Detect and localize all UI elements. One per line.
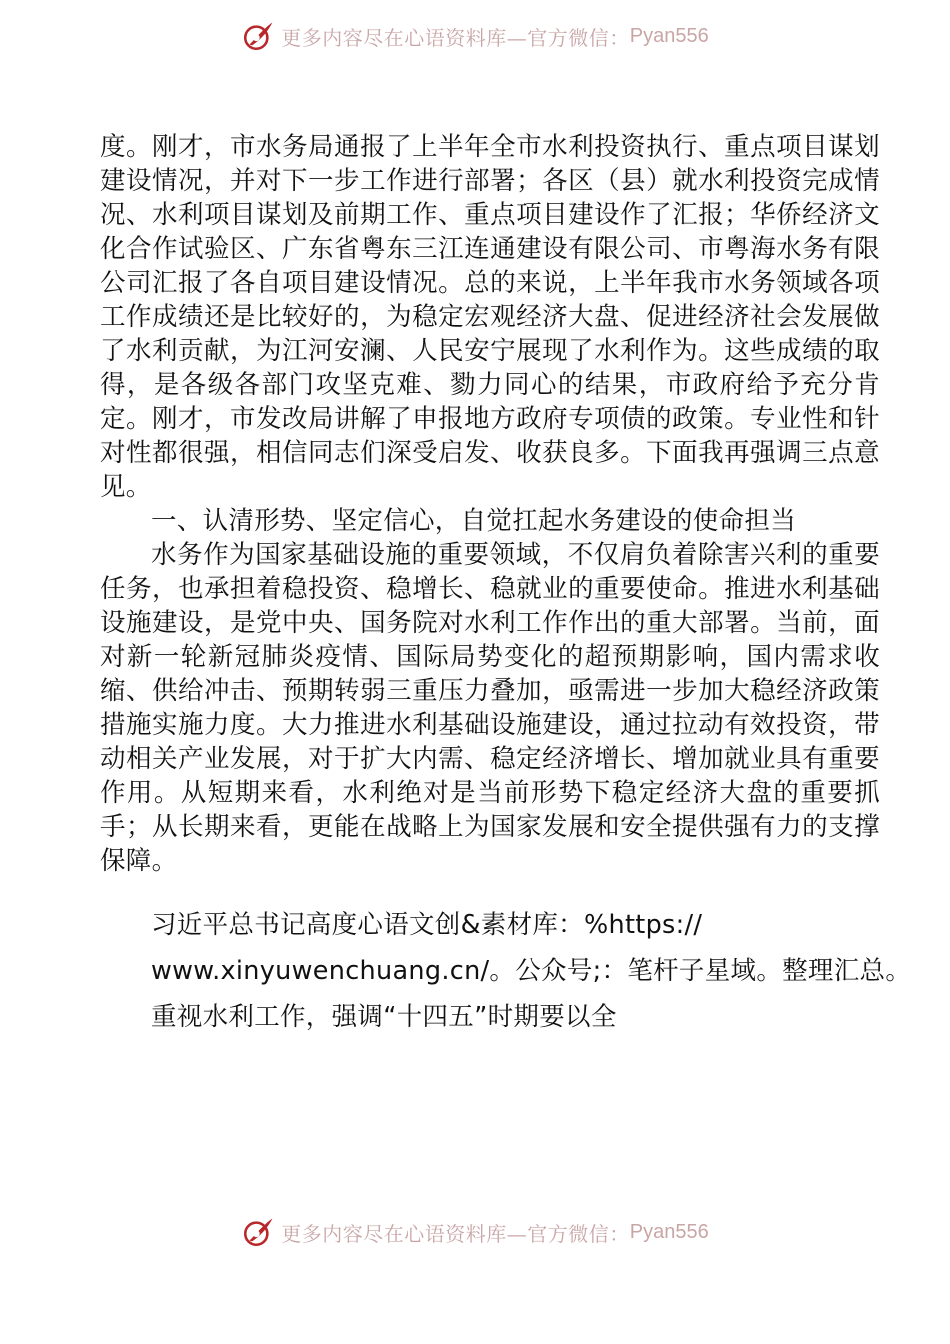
footer-wechat-id: Pyan556: [629, 1220, 709, 1243]
spacer: [100, 890, 880, 902]
header-banner-text: 更多内容尽在心语资料库—官方微信：: [281, 25, 630, 50]
note-line: www.xinyuwenchuang.cn/。公众号;：笔杆子星域。整理汇总。: [151, 956, 912, 986]
note-line: 重视水利工作，强调“十四五”时期要以全: [151, 1002, 617, 1032]
body-paragraph: 水务作为国家基础设施的重要领域，不仅肩负着除害兴利的重要任务，也承担着稳投资、稳增长、稳就业的重要使命。推进水利基础设施建设，是党中央、国务院对水利工作作出的重大部署。当前，面对新一轮新冠肺炎疫情、国际局势变化的超预期影响，国内需求收缩、供给冲击、预期转弱三重压力叠加，亟需进一步加大稳经济政策措施实施力度。大力推进水利基础设施建设，通过拉动有效投资，带动相关产业发展，对于扩大内需、稳定经济增长、增加就业具有重要作用。从短期来看，水利绝对是当前形势下稳定经济大盘的重要抓手；从长期来看，更能在战略上为国家发展和安全提供强有力的支撑保障。: [100, 540, 880, 876]
quill-pen-logo-icon: [241, 1215, 275, 1249]
body-paragraph: 度。刚才，市水务局通报了上半年全市水利投资执行、重点项目谋划建设情况，并对下一步工作进行部署；各区（县）就水利投资完成情况、水利项目谋划及前期工作、重点项目建设作了汇报；华侨经济文化合作试验区、广东省粤东三江连通建设有限公司、市粤海水务有限公司汇报了各自项目建设情况。总的来说，上半年我市水务领域各项工作成绩还是比较好的，为稳定宏观经济大盘、促进经济社会发展做了水利贡献，为江河安澜、人民安宁展现了水利作为。这些成绩的取得，是各级各部门攻坚克难、勠力同心的结果，市政府给予充分肯定。刚才，市发改局讲解了申报地方政府专项债的政策。专业性和针对性都很强，相信同志们深受启发、收获良多。下面我再强调三点意见。: [100, 132, 880, 502]
quill-pen-logo-icon: [241, 19, 275, 53]
document-body: [100, 130, 912, 1040]
header-wechat-id: Pyan556: [629, 24, 709, 47]
note-line: 习近平总书记高度心语文创&素材库：%https://: [151, 910, 703, 940]
footer-banner: [0, 1210, 950, 1254]
header-banner: [0, 14, 950, 58]
section-heading: 一、认清形势、坚定信心，自觉扛起水务建设的使命担当: [151, 506, 797, 536]
footer-banner-text: 更多内容尽在心语资料库—官方微信：: [281, 1221, 630, 1246]
